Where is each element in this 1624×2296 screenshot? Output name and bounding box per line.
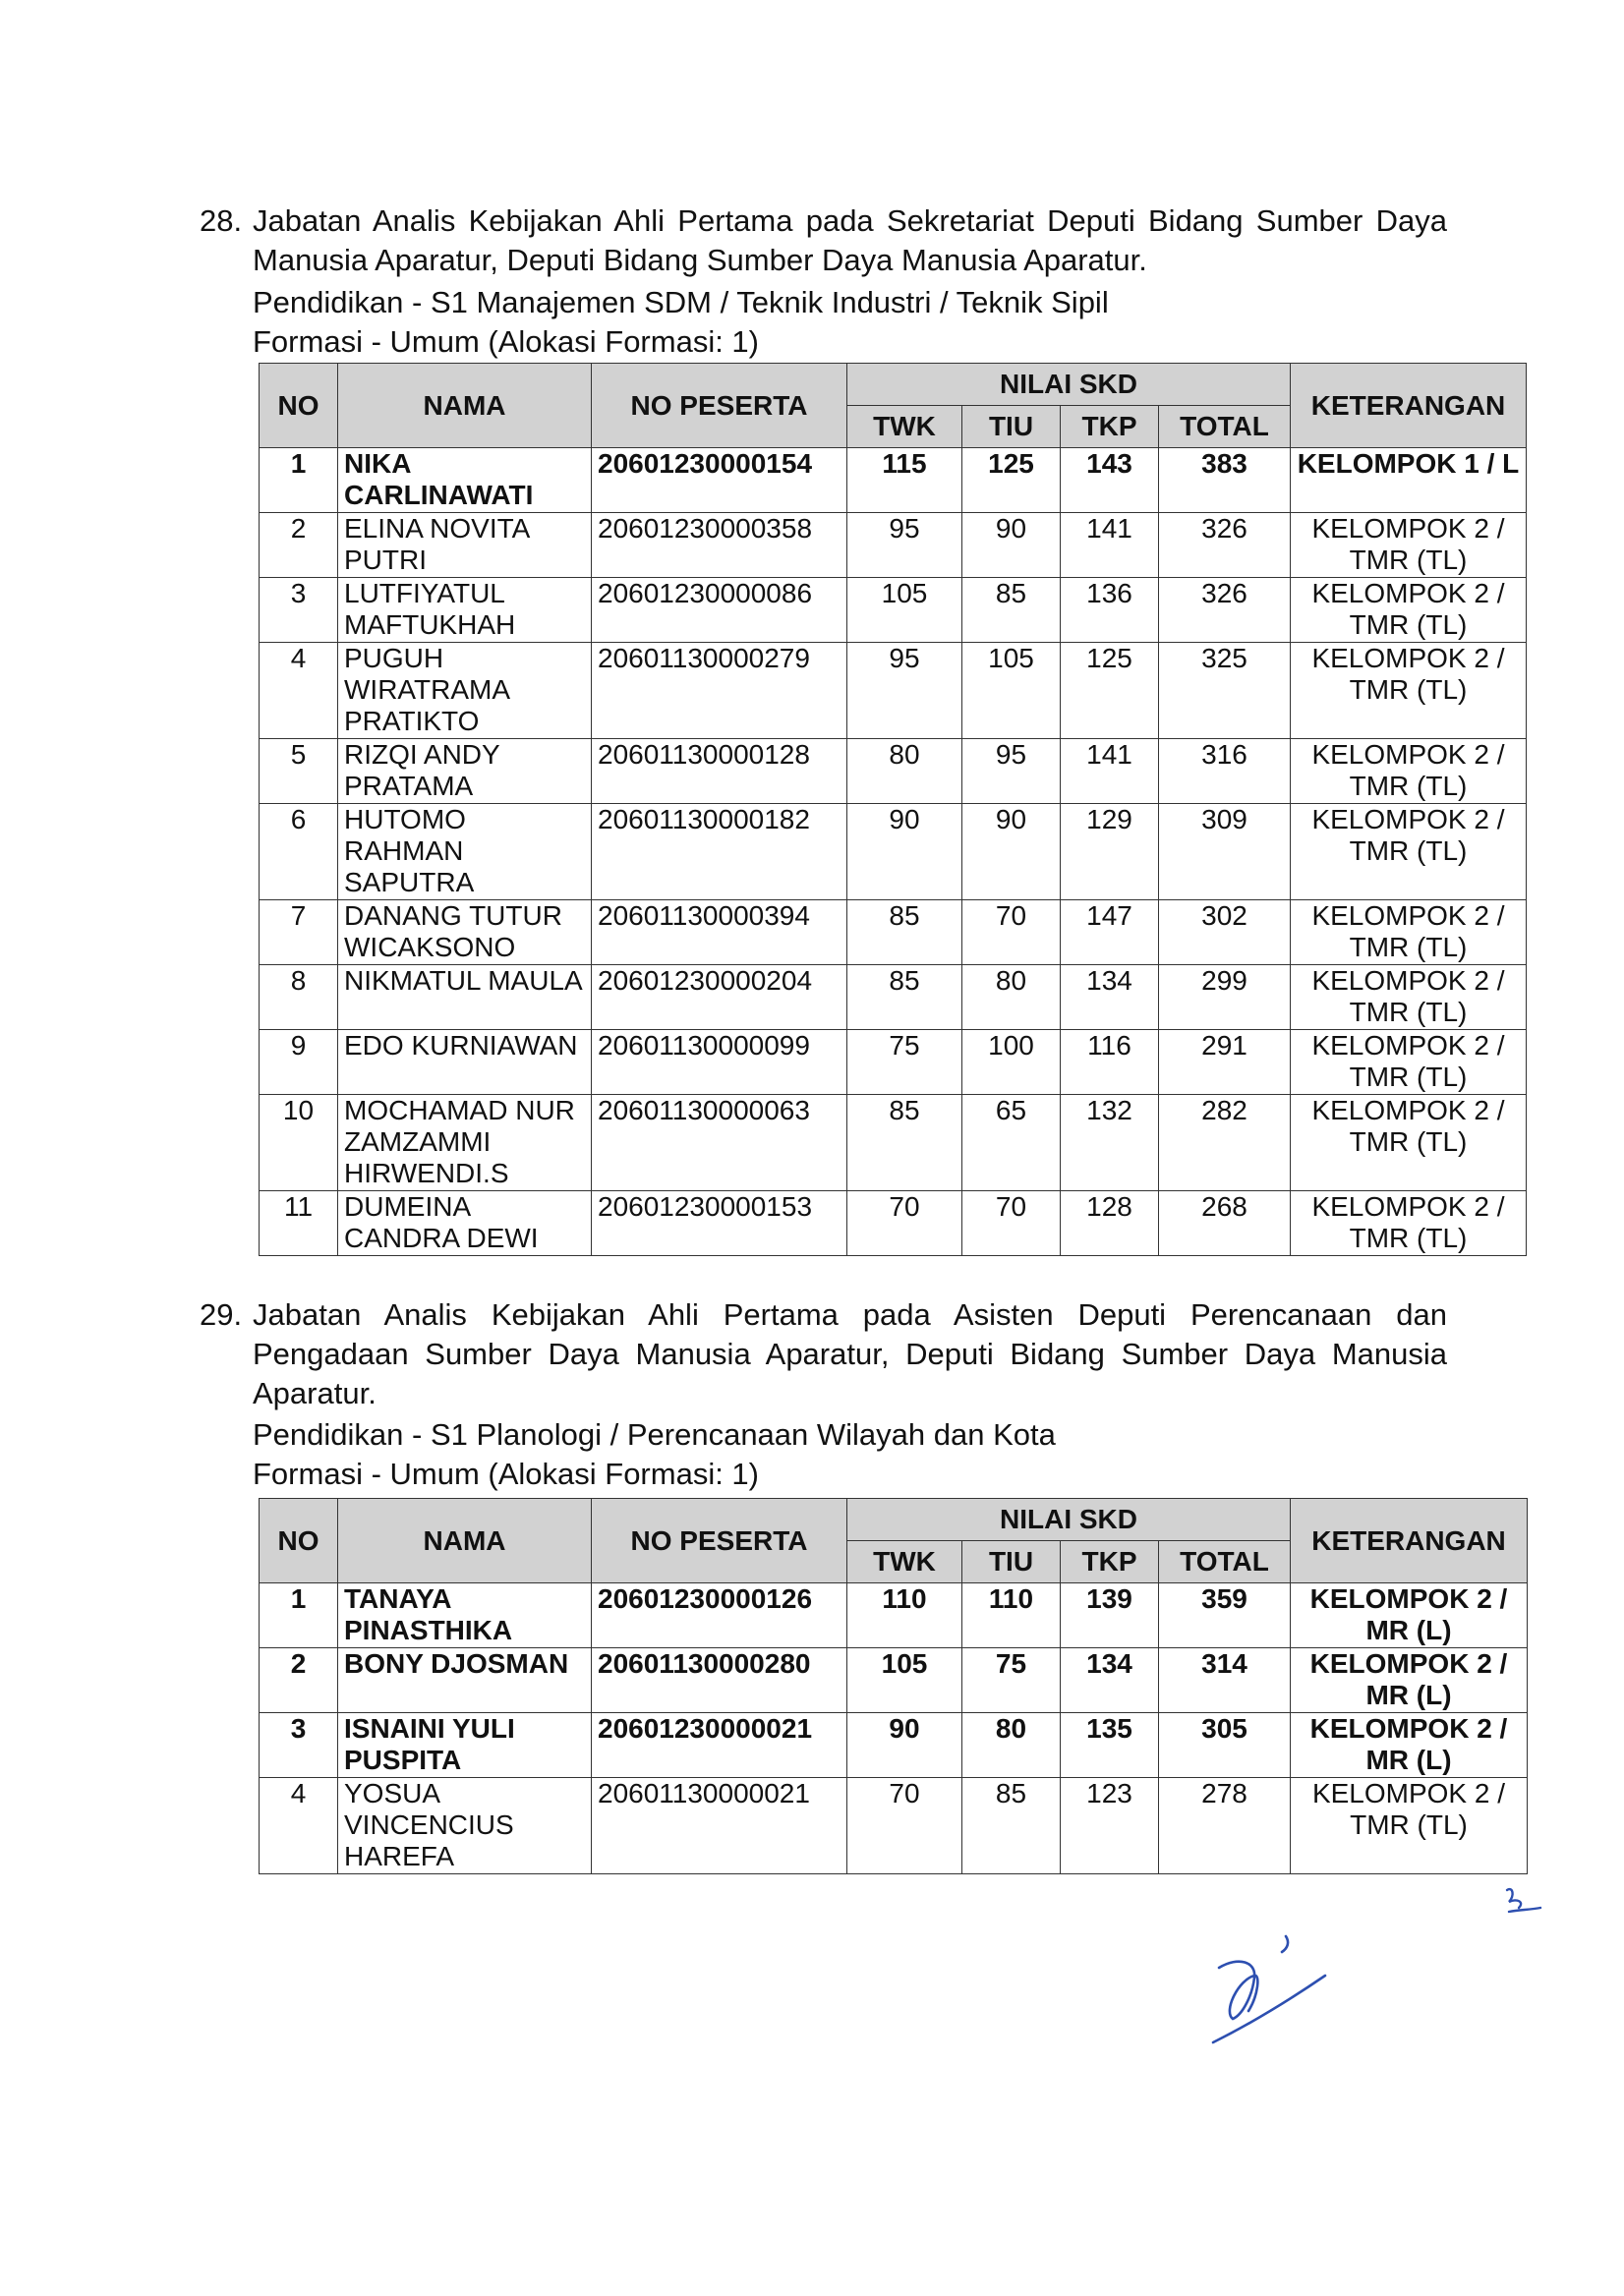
row-total: 282 <box>1159 1095 1291 1191</box>
row-nama: NIKMATUL MAULA <box>338 965 592 1030</box>
row-no: 4 <box>260 1778 338 1874</box>
row-tkp: 125 <box>1061 643 1159 739</box>
header-tiu: TIU <box>962 406 1061 448</box>
row-no: 4 <box>260 643 338 739</box>
row-nama: MOCHAMAD NUR ZAMZAMMI HIRWENDI.S <box>338 1095 592 1191</box>
row-keterangan: KELOMPOK 2 / TMR (TL) <box>1291 1095 1527 1191</box>
row-keterangan: KELOMPOK 2 / TMR (TL) <box>1291 965 1527 1030</box>
row-total: 359 <box>1159 1583 1291 1648</box>
header-total: TOTAL <box>1159 1541 1291 1583</box>
row-nama: BONY DJOSMAN <box>338 1648 592 1713</box>
section-29-number: 29. <box>200 1297 243 1332</box>
row-no-peserta: 20601130000021 <box>592 1778 847 1874</box>
row-twk: 115 <box>847 448 962 513</box>
row-no-peserta: 20601230000021 <box>592 1713 847 1778</box>
row-no: 1 <box>260 1583 338 1648</box>
row-tkp: 134 <box>1061 1648 1159 1713</box>
row-total: 278 <box>1159 1778 1291 1874</box>
table-row <box>260 900 1527 965</box>
row-tiu: 100 <box>962 1030 1061 1095</box>
row-total: 316 <box>1159 739 1291 804</box>
section-28-table <box>259 363 1527 1256</box>
row-no-peserta: 20601130000182 <box>592 804 847 900</box>
header-nilai-skd: NILAI SKD <box>847 364 1291 406</box>
row-no-peserta: 20601230000204 <box>592 965 847 1030</box>
row-tiu: 105 <box>962 643 1061 739</box>
row-total: 302 <box>1159 900 1291 965</box>
row-tiu: 70 <box>962 1191 1061 1256</box>
row-tiu: 90 <box>962 804 1061 900</box>
row-keterangan: KELOMPOK 2 / TMR (TL) <box>1291 739 1527 804</box>
row-no: 3 <box>260 578 338 643</box>
row-total: 326 <box>1159 513 1291 578</box>
table-row <box>260 1778 1528 1874</box>
row-no: 7 <box>260 900 338 965</box>
table-row <box>260 1648 1528 1713</box>
row-tiu: 75 <box>962 1648 1061 1713</box>
row-twk: 75 <box>847 1030 962 1095</box>
row-tiu: 65 <box>962 1095 1061 1191</box>
row-keterangan: KELOMPOK 2 / TMR (TL) <box>1291 900 1527 965</box>
row-twk: 70 <box>847 1778 962 1874</box>
row-total: 326 <box>1159 578 1291 643</box>
row-twk: 105 <box>847 1648 962 1713</box>
section-28-title <box>200 201 1447 280</box>
row-twk: 85 <box>847 1095 962 1191</box>
row-keterangan: KELOMPOK 2 / TMR (TL) <box>1291 804 1527 900</box>
row-twk: 85 <box>847 900 962 965</box>
row-keterangan: KELOMPOK 2 / MR (L) <box>1291 1583 1528 1648</box>
row-total: 314 <box>1159 1648 1291 1713</box>
section-29-title <box>200 1295 1447 1413</box>
row-tiu: 85 <box>962 1778 1061 1874</box>
header-tkp: TKP <box>1061 1541 1159 1583</box>
row-keterangan: KELOMPOK 2 / TMR (TL) <box>1291 643 1527 739</box>
section-28-formasi: Formasi - Umum (Alokasi Formasi: 1) <box>253 324 759 359</box>
header-keterangan: KETERANGAN <box>1291 1499 1528 1583</box>
row-nama: DUMEINA CANDRA DEWI <box>338 1191 592 1256</box>
row-no: 1 <box>260 448 338 513</box>
row-total: 383 <box>1159 448 1291 513</box>
row-keterangan: KELOMPOK 2 / MR (L) <box>1291 1713 1528 1778</box>
row-no: 5 <box>260 739 338 804</box>
row-no-peserta: 20601130000063 <box>592 1095 847 1191</box>
row-no-peserta: 20601130000394 <box>592 900 847 965</box>
table-row <box>260 1030 1527 1095</box>
row-tiu: 125 <box>962 448 1061 513</box>
header-keterangan: KETERANGAN <box>1291 364 1527 448</box>
table-row <box>260 1713 1528 1778</box>
row-keterangan: KELOMPOK 2 / TMR (TL) <box>1291 1191 1527 1256</box>
row-no-peserta: 20601230000154 <box>592 448 847 513</box>
row-total: 305 <box>1159 1713 1291 1778</box>
header-no: NO <box>260 1499 338 1583</box>
row-no: 11 <box>260 1191 338 1256</box>
table-row <box>260 513 1527 578</box>
row-no: 10 <box>260 1095 338 1191</box>
row-total: 299 <box>1159 965 1291 1030</box>
row-no-peserta: 20601130000279 <box>592 643 847 739</box>
section-28-title-text: Jabatan Analis Kebijakan Ahli Pertama pada Sekretariat Deputi Bidang Sumber Daya Manusia Aparatur, Deputi Bidang Sumber Daya Manusia Aparatur. <box>253 203 1447 277</box>
row-keterangan: KELOMPOK 1 / L <box>1291 448 1527 513</box>
row-tiu: 70 <box>962 900 1061 965</box>
row-nama: ISNAINI YULI PUSPITA <box>338 1713 592 1778</box>
row-tkp: 139 <box>1061 1583 1159 1648</box>
row-tkp: 135 <box>1061 1713 1159 1778</box>
row-tkp: 116 <box>1061 1030 1159 1095</box>
signature-mark <box>1199 1917 1347 2064</box>
row-twk: 70 <box>847 1191 962 1256</box>
header-nilai-skd: NILAI SKD <box>847 1499 1291 1541</box>
row-total: 309 <box>1159 804 1291 900</box>
section-28-pendidikan: Pendidikan - S1 Manajemen SDM / Teknik Industri / Teknik Sipil <box>253 285 1109 319</box>
row-total: 268 <box>1159 1191 1291 1256</box>
row-keterangan: KELOMPOK 2 / TMR (TL) <box>1291 578 1527 643</box>
row-total: 325 <box>1159 643 1291 739</box>
row-total: 291 <box>1159 1030 1291 1095</box>
row-no-peserta: 20601230000358 <box>592 513 847 578</box>
table-row <box>260 448 1527 513</box>
header-no: NO <box>260 364 338 448</box>
row-no: 8 <box>260 965 338 1030</box>
row-tkp: 136 <box>1061 578 1159 643</box>
row-no-peserta: 20601230000126 <box>592 1583 847 1648</box>
row-twk: 105 <box>847 578 962 643</box>
initial-mark <box>1499 1882 1548 1922</box>
row-nama: NIKA CARLINAWATI <box>338 448 592 513</box>
row-no-peserta: 20601130000280 <box>592 1648 847 1713</box>
section-29-table-body <box>260 1583 1528 1874</box>
header-no-peserta: NO PESERTA <box>592 1499 847 1583</box>
section-29-title-text: Jabatan Analis Kebijakan Ahli Pertama pada Asisten Deputi Perencanaan dan Pengadaan Sumber Daya Manusia Aparatur, Deputi Bidang Sumber Daya Manusia Aparatur. <box>253 1297 1447 1410</box>
row-no-peserta: 20601130000099 <box>592 1030 847 1095</box>
row-no: 2 <box>260 1648 338 1713</box>
row-no: 3 <box>260 1713 338 1778</box>
header-twk: TWK <box>847 406 962 448</box>
row-no-peserta: 20601130000128 <box>592 739 847 804</box>
row-no: 9 <box>260 1030 338 1095</box>
table-row <box>260 804 1527 900</box>
section-29-table <box>259 1498 1528 1874</box>
row-nama: HUTOMO RAHMAN SAPUTRA <box>338 804 592 900</box>
row-tiu: 95 <box>962 739 1061 804</box>
row-twk: 85 <box>847 965 962 1030</box>
row-twk: 80 <box>847 739 962 804</box>
row-tkp: 132 <box>1061 1095 1159 1191</box>
row-tiu: 85 <box>962 578 1061 643</box>
row-twk: 95 <box>847 513 962 578</box>
row-nama: TANAYA PINASTHIKA <box>338 1583 592 1648</box>
header-twk: TWK <box>847 1541 962 1583</box>
row-tkp: 134 <box>1061 965 1159 1030</box>
table-row <box>260 1583 1528 1648</box>
header-nama: NAMA <box>338 364 592 448</box>
table-row <box>260 643 1527 739</box>
section-29-formasi: Formasi - Umum (Alokasi Formasi: 1) <box>253 1457 759 1491</box>
header-tiu: TIU <box>962 1541 1061 1583</box>
row-no: 6 <box>260 804 338 900</box>
row-tkp: 147 <box>1061 900 1159 965</box>
section-29-pendidikan: Pendidikan - S1 Planologi / Perencanaan Wilayah dan Kota <box>253 1417 1056 1452</box>
row-keterangan: KELOMPOK 2 / TMR (TL) <box>1291 1778 1528 1874</box>
row-nama: DANANG TUTUR WICAKSONO <box>338 900 592 965</box>
row-nama: LUTFIYATUL MAFTUKHAH <box>338 578 592 643</box>
row-tkp: 123 <box>1061 1778 1159 1874</box>
row-no: 2 <box>260 513 338 578</box>
row-tiu: 90 <box>962 513 1061 578</box>
table-row <box>260 965 1527 1030</box>
row-nama: YOSUA VINCENCIUS HAREFA <box>338 1778 592 1874</box>
row-keterangan: KELOMPOK 2 / TMR (TL) <box>1291 513 1527 578</box>
header-nama: NAMA <box>338 1499 592 1583</box>
row-twk: 90 <box>847 1713 962 1778</box>
table-row <box>260 739 1527 804</box>
header-total: TOTAL <box>1159 406 1291 448</box>
row-twk: 110 <box>847 1583 962 1648</box>
section-28-table-body <box>260 448 1527 1256</box>
row-nama: PUGUH WIRATRAMA PRATIKTO <box>338 643 592 739</box>
row-twk: 95 <box>847 643 962 739</box>
row-tiu: 80 <box>962 965 1061 1030</box>
header-tkp: TKP <box>1061 406 1159 448</box>
row-tiu: 110 <box>962 1583 1061 1648</box>
row-tkp: 143 <box>1061 448 1159 513</box>
row-tkp: 141 <box>1061 513 1159 578</box>
row-no-peserta: 20601230000153 <box>592 1191 847 1256</box>
row-keterangan: KELOMPOK 2 / MR (L) <box>1291 1648 1528 1713</box>
row-twk: 90 <box>847 804 962 900</box>
table-row <box>260 1095 1527 1191</box>
row-tkp: 141 <box>1061 739 1159 804</box>
row-tkp: 128 <box>1061 1191 1159 1256</box>
row-nama: ELINA NOVITA PUTRI <box>338 513 592 578</box>
row-keterangan: KELOMPOK 2 / TMR (TL) <box>1291 1030 1527 1095</box>
table-row <box>260 1191 1527 1256</box>
section-28-number: 28. <box>200 203 243 238</box>
row-no-peserta: 20601230000086 <box>592 578 847 643</box>
row-nama: EDO KURNIAWAN <box>338 1030 592 1095</box>
row-tiu: 80 <box>962 1713 1061 1778</box>
row-tkp: 129 <box>1061 804 1159 900</box>
table-row <box>260 578 1527 643</box>
header-no-peserta: NO PESERTA <box>592 364 847 448</box>
row-nama: RIZQI ANDY PRATAMA <box>338 739 592 804</box>
